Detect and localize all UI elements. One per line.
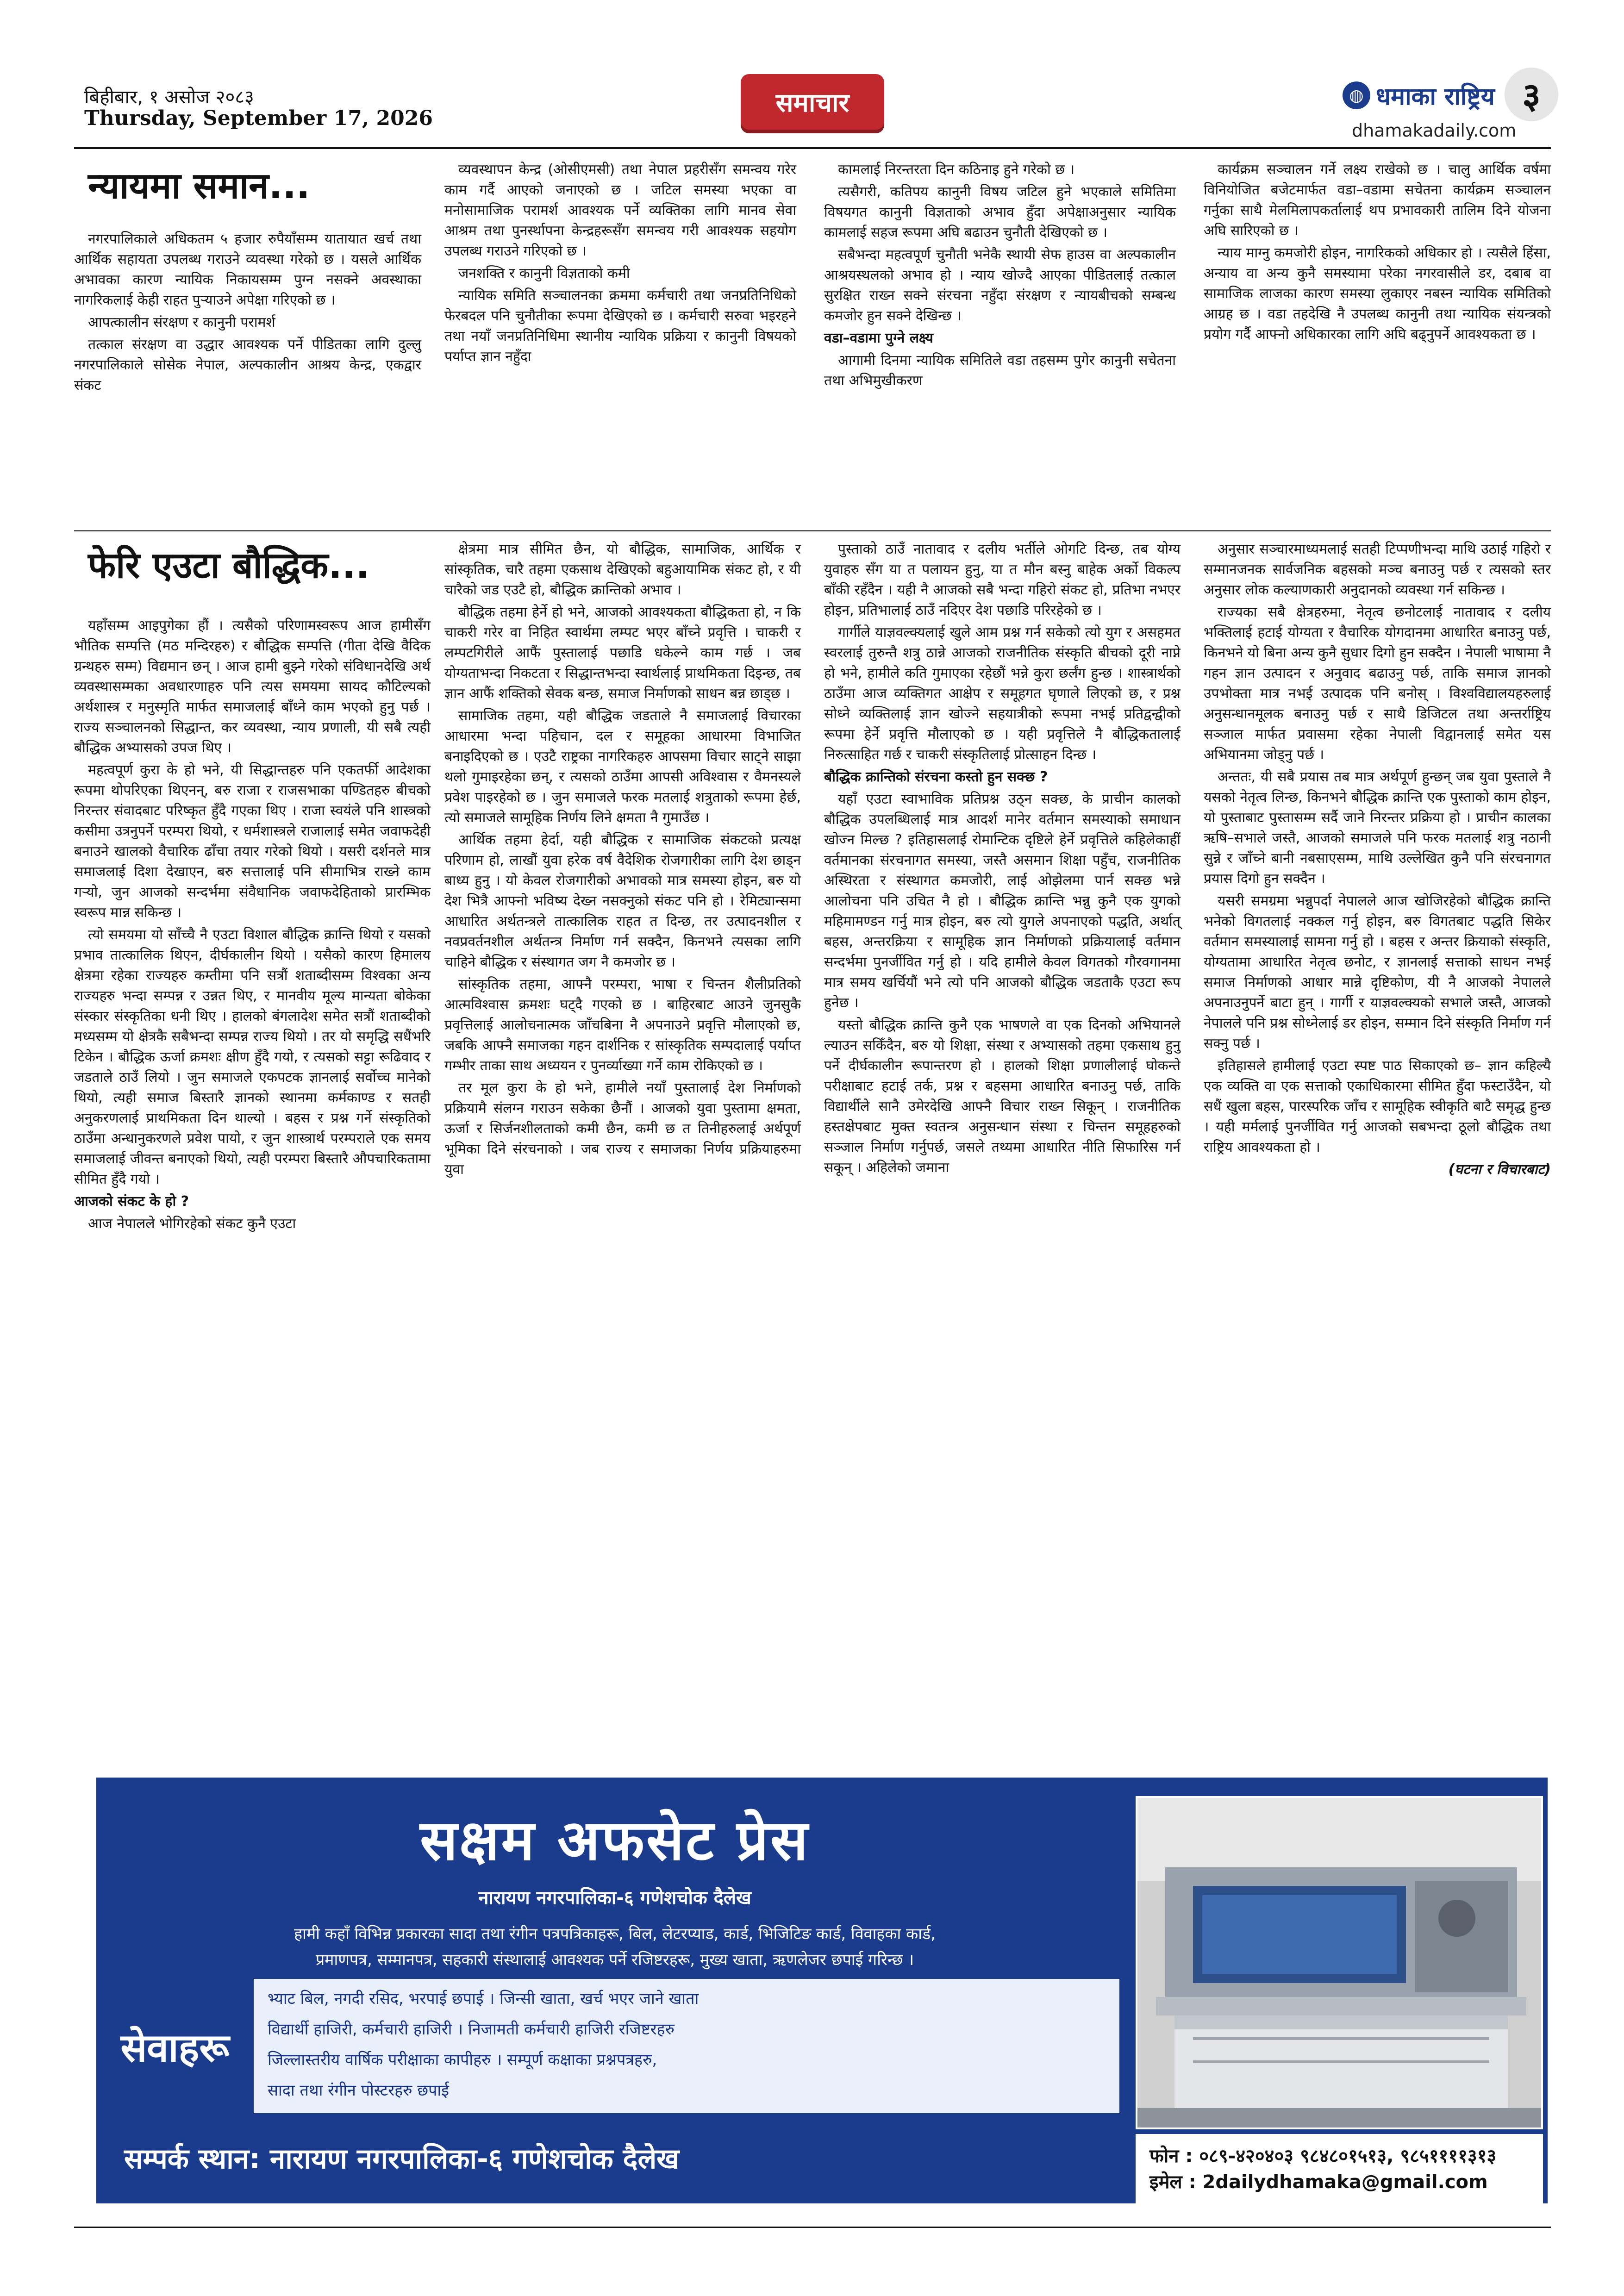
- paragraph: आज नेपालले भोगिरहेको संकट कुनै एउटा: [88, 1216, 296, 1232]
- paragraph: तर मूल कुरा के हो भने, हामीले नयाँ पुस्तालाई देश निर्माणको प्रक्रियामै संलग्न गराउन सकेका छैनौं । आजको युवा पुस्तामा क्षमता, ऊर्जा र सिर्जनशीलताको कमी छैन, कमी छ त तिनीहरुलाई अर्थपूर्ण भूमिका दिने संरचनाको । जब राज्य र समाजका निर्णय प्रक्रियाहरुमा युवा: [444, 1080, 801, 1178]
- ad-offer-line: प्रमाणपत्र, सम्मानपत्र, सहकारी संस्थालाई आवश्यक पर्ने रजिष्टरहरू, मुख्य खाता, ऋणलेजर छपाई गरिन्छ ।: [315, 1951, 914, 1969]
- article1-col1: [74, 229, 421, 398]
- paragraph: राज्यका सबै क्षेत्रहरुमा, नेतृत्व छनोटलाई नातावाद र दलीय भक्तिलाई हटाई योग्यता र वैचारिक योगदानमा आधारित बनाउनु पर्छ, किनभने यो बिना अन्य कुनै सुधार दिगो हुन सक्दैन । नेपाली भाषामा नै गहन ज्ञान उत्पादन र अनुवाद बढाउनु पर्छ, ताकि समाज ज्ञानको उपभोक्ता मात्र नभई उत्पादक पनि बनोस् । विश्वविद्यालयहरुलाई अनुसन्धानमूलक बनाउनु पर्छ र साथै डिजिटल तथा अन्तर्राष्ट्रिय सञ्जाल मार्फत प्रवासमा रहेका नेपाली विद्वानलाई समेत यस अभियानमा जोड्नु पर्छ ।: [1204, 604, 1551, 763]
- paragraph: नगरपालिकाले अधिकतम ५ हजार रुपैयाँसम्म यातायात खर्च तथा आर्थिक सहायता उपलब्ध गराउने व्यवस्था गरेको छ । यसले आर्थिक अभावका कारण न्यायिक निकायसम्म पुग्न नसक्ने अवस्थाका नागरिकलाई केही राहत पुऱ्याउने अपेक्षा गरिएको छ ।: [74, 231, 421, 308]
- service-item: जिल्लास्तरीय वार्षिक परीक्षाका कापीहरु । सम्पूर्ण कक्षाका प्रश्नपत्रहरु,: [268, 2051, 657, 2069]
- paragraph: सामाजिक तहमा, यही बौद्धिक जडताले नै समाजलाई विचारका आधारमा भन्दा पहिचान, दल र समूहका आधारमा विभाजित बनाइदिएको छ । एउटै राष्ट्रका नागरिकहरु आपसमा विचार साट्ने साझा थलो गुमाइरहेका छन्, र त्यसको ठाउँमा आपसी अविश्वास र वैमनस्यले प्रवेश पाइरहेको छ । जुन समाजले फरक मतलाई शत्रुताको रूपमा हेर्छ, त्यो समाजले सामूहिक निर्णय लिने क्षमता नै गुमाउँछ ।: [444, 708, 801, 826]
- brand-logo: [1343, 77, 1495, 114]
- paragraph: सबैभन्दा महत्वपूर्ण चुनौती भनेकै स्थायी सेफ हाउस वा अल्पकालीन आश्रयस्थलको अभाव हो । न्याय खोज्दै आएका पीडितलाई तत्काल सुरक्षित राख्न सक्ने संरचना नहुँदा संरक्षण र न्यायबीचको सम्बन्ध कमजोर हुन सक्ने देखिन्छ ।: [824, 247, 1176, 324]
- paragraph: आर्थिक तहमा हेर्दा, यही बौद्धिक र सामाजिक संकटको प्रत्यक्ष परिणाम हो, लाखौं युवा हरेक वर्ष वैदेशिक रोजगारीका लागि देश छाड्न बाध्य हुनु । यो केवल रोजगारीको अभावको मात्र समस्या होइन, बरु यो देश भित्रै आफ्नो भविष्य देख्न नसक्नुको संकट पनि हो । रेमिट्यान्समा आधारित अर्थतन्त्रले तात्कालिक राहत त दिन्छ, तर उत्पादनशील र नवप्रवर्तनशील अर्थतन्त्र निर्माण गर्न सक्दैन, किनभने त्यसका लागि चाहिने बौद्धिक र संस्थागत जग नै कमजोर छ ।: [444, 832, 801, 970]
- brand-name: धमाका राष्ट्रिय: [1376, 82, 1495, 111]
- paragraph: क्षेत्रमा मात्र सीमित छैन, यो बौद्धिक, सामाजिक, आर्थिक र सांस्कृतिक, चारै तहमा एकसाथ देखिएको बहुआयामिक संकट हो, र यी चारैको जड एउटै हो, बौद्धिक क्रान्तिको अभाव ।: [444, 541, 801, 598]
- article1-col4: [1204, 160, 1551, 347]
- article2-col3: [824, 539, 1181, 1180]
- paragraph: तत्काल संरक्षण वा उद्धार आवश्यक पर्ने पीडितका लागि दुल्लु नगरपालिकाले सोसेक नेपाल, अल्पकालीन आश्रय केन्द्र, एकद्वार संकट: [74, 337, 421, 393]
- paragraph: यसरी समग्रमा भन्नुपर्दा नेपालले आज खोजिरहेको बौद्धिक क्रान्ति भनेको विगतलाई नक्कल गर्नु होइन, बरु विगतबाट पद्धति सिकेर वर्तमान समस्यालाई सामना गर्नु हो । बहस र अन्तर क्रियाको संस्कृति, योग्यतामा आधारित नेतृत्व छनोट, र ज्ञानलाई सत्ताको साधन नभई समाज निर्माणको आधार मान्ने दृष्टिकोण, यी नै आजको नेपालले अपनाउनुपर्ने बाटा हुन् । गार्गी र याज्ञवल्क्यको सभाले जस्तै, आजको नेपालले पनि प्रश्न सोध्नेलाई डर होइन, सम्मान दिने संस्कृति निर्माण गर्न सक्नु पर्छ ।: [1204, 893, 1551, 1052]
- printing-press-illustration: [1137, 1798, 1541, 2128]
- ad-email: इमेल : 2dailydhamaka@gmail.com: [1149, 2171, 1488, 2193]
- paragraph: त्यो समयमा यो साँच्चै नै एउटा विशाल बौद्धिक क्रान्ति थियो र यसको प्रभाव तात्कालिक थिएन, दीर्घकालीन थियो । यसैको कारण हिमालय क्षेत्रमा रहेका राज्यहरु कम्तीमा पनि सत्रौं शताब्दीसम्म विश्वका अन्य राज्यहरु भन्दा सम्पन्न र उन्नत थिए, र मानवीय मूल्य मान्यता बोकेका संस्कार संस्कृतिका धनी थिए । हालको बंगलादेश समेत सत्रौं शताब्दीको मध्यसम्म यो क्षेत्रकै सबैभन्दा सम्पन्न राज्य थियो । तर यो समृद्धि सधैंभरि टिकेन । बौद्धिक ऊर्जा क्रमशः क्षीण हुँदै गयो, र त्यसको सट्टा रूढिवाद र जडताले ठाउँ लियो । जुन समाजले एकपटक ज्ञानलाई सर्वोच्च मानेको थियो, त्यही समाज बिस्तारै ज्ञानको स्थानमा कर्मकाण्ड र सतही अनुकरणलाई प्राथमिकता दिन थाल्यो । बहस र प्रश्न गर्ने संस्कृतिको ठाउँमा अन्धानुकरणले प्रवेश पायो, र जुन शास्त्रार्थ परम्पराले एक समय समाजलाई जीवन्त बनाएको थियो, त्यही परम्परा बिस्तारै औपचारिकतामा सीमित हुँदै गयो ।: [74, 927, 431, 1187]
- globe-icon: ◍: [1343, 81, 1370, 109]
- paragraph: सांस्कृतिक तहमा, आफ्नै परम्परा, भाषा र चिन्तन शैलीप्रतिको आत्मविश्वास क्रमशः घट्दै गएको छ । बाहिरबाट आउने जुनसुकै प्रवृत्तिलाई आलोचनात्मक जाँचबिना नै अपनाउने प्रवृत्ति मौलाएको छ, जबकि आफ्नै समाजका गहन दार्शनिक र सांस्कृतिक सम्पदालाई पर्याप्त गम्भीर ताका साथ अध्ययन र पुनर्व्याख्या गर्ने काम रोकिएको छ ।: [444, 976, 801, 1074]
- page-number: ३: [1505, 68, 1558, 121]
- paragraph: बौद्धिक तहमा हेर्ने हो भने, आजको आवश्यकता बौद्धिकता हो, न कि चाकरी गरेर वा निहित स्वार्थमा लम्पट भएर बाँच्ने प्रवृत्ति । चाकरी र लम्पटगिरीले आफैं पुस्तालाई पछाडि धकेल्ने काम गर्छ । जब योग्यताभन्दा निकटता र सिद्धान्तभन्दा स्वार्थलाई प्राथमिकता दिइन्छ, तब ज्ञान आफैं शक्तिको सेवक बन्छ, समाज निर्माणको साधन बन्न छाड्छ ।: [444, 604, 801, 702]
- paragraph: इतिहासले हामीलाई एउटा स्पष्ट पाठ सिकाएको छ– ज्ञान कहिल्यै एक व्यक्ति वा एक सत्ताको एकाधिकारमा सीमित हुँदा फस्टाउँदैन, यो सधैं खुला बहस, पारस्परिक जाँच र सामूहिक स्वीकृति बाटै समृद्ध हुन्छ । यही मर्मलाई पुनर्जीवित गर्नु आजको सबभन्दा ठूलो बौद्धिक तथा राष्ट्रिय आवश्यकता हो ।: [1204, 1058, 1551, 1155]
- paragraph: त्यसैगरी, कतिपय कानुनी विषय जटिल हुने भएकाले समितिमा विषयगत कानुनी विज्ञताको अभाव हुँदा अपेक्षाअनुसार न्यायिक कामलाई सहज रूपमा अघि बढाउन चुनौती देखिएको छ ।: [824, 184, 1176, 241]
- paragraph: अनुसार सञ्चारमाध्यमलाई सतही टिप्पणीभन्दा माथि उठाई गहिरो र सम्मानजनक सार्वजनिक बहसको मञ्च बनाउनु पर्छ र त्यसको स्तर अनुसार लोक कल्याणकारी अनुदानको व्यवस्था गर्न सकिन्छ ।: [1204, 541, 1551, 598]
- paragraph: जनशक्ति र कानुनी विज्ञताको कमी: [458, 265, 630, 281]
- article2-col4: [1204, 539, 1551, 1182]
- date-english: Thursday, September 17, 2026: [84, 106, 433, 130]
- ad-offer-line: हामी कहाँ विभिन्न प्रकारका सादा तथा रंगीन पत्रपत्रिकाहरू, बिल, लेटरप्याड, कार्ड, भिजिटिङ कार्ड, विवाहका कार्ड,: [294, 1925, 936, 1943]
- paragraph: कामलाई निरन्तरता दिन कठिनाइ हुने गरेको छ ।: [838, 162, 1075, 178]
- paragraph: न्यायिक समिति सञ्चालनका क्रममा कर्मचारी तथा जनप्रतिनिधिको फेरबदल पनि चुनौतीका रूपमा देखिएको छ । कर्मचारी सरुवा भइरहने तथा नयाँ जनप्रतिनिधिमा स्थानीय न्यायिक प्रक्रिया र कानुनी विषयको पर्याप्त ज्ञान नहुँदा: [444, 287, 796, 365]
- subheading: वडा–वडामा पुग्ने लक्ष्य: [824, 330, 933, 346]
- article2-headline: फेरि एउटा बौद्धिक...: [88, 545, 370, 586]
- article2-col1: [74, 616, 431, 1236]
- article1-col3: [824, 160, 1176, 393]
- ad-contact-details: [1136, 2134, 1543, 2203]
- paragraph: महत्वपूर्ण कुरा के हो भने, यी सिद्धान्तहरु पनि एकतर्फी आदेशका रूपमा थोपरिएका थिएनन्, बरु राजा र राजसभाका पण्डितहरु बीचको निरन्तर संवादबाट परिष्कृत हुँदै गएका थिए । राजा स्वयंले पनि शास्त्रको कसीमा उत्रनुपर्ने परम्परा थियो, र धर्मशास्त्रले राजालाई समेत जवाफदेही बनाउने खालको वैचारिक ढाँचा तयार गरेको थियो । यसरी दर्शनले मात्र समाजलाई दिशा देखाएन, बरु सत्तालाई पनि सीमाभित्र राख्ने काम गऱ्यो, जुन आजको सन्दर्भमा संवैधानिक जवाफदेहिताको प्रारम्भिक स्वरूप मान्न सकिन्छ ।: [74, 762, 431, 921]
- subheading: बौद्धिक क्रान्तिको संरचना कस्तो हुन सक्छ ?: [824, 769, 1048, 785]
- paragraph: पुस्ताको ठाउँ नातावाद र दलीय भर्तीले ओगटि दिन्छ, तब योग्य युवाहरु सँग या त पलायन हुनु, या त मौन बस्नु बाहेक अर्को विकल्प बाँकी रहँदैन । यही नै आजको सबै भन्दा गहिरो संकट हो, प्रतिभा नभएर होइन, प्रतिभालाई ठाउँ नदिएर देश पछाडि परिरहेको छ ।: [824, 541, 1181, 618]
- ad-address: नारायण नगरपालिका-६ गणेशचोक दैलेख: [478, 1887, 751, 1909]
- section-badge: समाचार: [741, 74, 884, 130]
- paragraph: व्यवस्थापन केन्द्र (ओसीएमसी) तथा नेपाल प्रहरीसँग समन्वय गरेर काम गर्दै आएको जनाएको छ । जटिल समस्या भएका वा मनोसामाजिक परामर्श आवश्यक पर्ने व्यक्तिका लागि मानव सेवा आश्रम तथा पुनर्स्थापना केन्द्रहरूसँग समन्वय गरी आवश्यक सहयोग उपलब्ध गराउने गरिएको छ ।: [444, 162, 796, 259]
- article-source: (घटना र विचारबाट): [1448, 1161, 1551, 1178]
- paragraph: न्याय माग्नु कमजोरी होइन, नागरिकको अधिकार हो । त्यसैले हिंसा, अन्याय वा अन्य कुनै समस्यामा परेका नगरवासीले डर, दबाब वा सामाजिक लाजका कारण समस्या लुकाएर नबस्न न्यायिक समितिको आग्रह छ । वडा तहदेखि नै उपलब्ध कानुनी तथा न्यायिक संयन्त्रको प्रयोग गर्दै आफ्नो अधिकारका लागि अघि बढ्नुपर्ने आवश्यकता छ ।: [1204, 245, 1551, 343]
- ad-offer: [124, 1921, 1106, 1973]
- press-advertisement: [96, 1778, 1548, 2203]
- paragraph: आगामी दिनमा न्यायिक समितिले वडा तहसम्म पुगेर कानुनी सचेतना तथा अभिमुखीकरण: [824, 352, 1176, 389]
- paragraph: गार्गीले याज्ञवल्क्यलाई खुले आम प्रश्न गर्न सकेको त्यो युग र असहमत स्वरलाई तुरुन्तै शत्रु ठान्ने आजको राजनीतिक संस्कृति बीचको दूरी नाप्ने हो भने, हामीले कति गुमाएका रहेछौं भन्ने कुरा छर्लंग हुन्छ । शास्त्रार्थको ठाउँमा आज व्यक्तिगत आक्षेप र समूहगत घृणाले लिएको छ, र प्रश्न सोध्ने व्यक्तिलाई ज्ञान खोज्ने सहयात्रीको रूपमा नभई प्रतिद्वन्द्वीको रूपमा हेर्ने प्रवृत्ति मौलाएको छ । यही प्रवृत्तिले नै बौद्धिकतालाई निरुत्साहित गर्छ र चाकरी संस्कृतिलाई प्रोत्साहन दिन्छ ।: [824, 624, 1181, 763]
- date-nepali: बिहीबार, १ असोज २०८३: [84, 87, 254, 108]
- paragraph: आपत्कालीन संरक्षण र कानुनी परामर्श: [88, 314, 275, 331]
- services-panel: [96, 1979, 1119, 2113]
- masthead: [74, 60, 1551, 153]
- article-divider: [74, 530, 1551, 531]
- ad-contact: सम्पर्क स्थान: नारायण नगरपालिका-६ गणेशचोक दैलेख: [124, 2143, 680, 2175]
- brand-url: dhamakadaily.com: [1352, 120, 1517, 141]
- footer-divider: [74, 2227, 1551, 2228]
- paragraph: अन्ततः, यी सबै प्रयास तब मात्र अर्थपूर्ण हुन्छन् जब युवा पुस्ताले नै यसको नेतृत्व लिन्छ, किनभने बौद्धिक क्रान्ति एक पुस्ताको काम होइन, यो पुस्ताबाट पुस्तासम्म सर्दै जाने निरन्तर प्रक्रिया हो । प्राचीन कालका ऋषि–सभाले जस्तै, आजको समाजले पनि फरक मतलाई शत्रु नठानी सुन्ने र जाँच्ने बानी नबसाएसम्म, माथि उल्लेखित कुनै पनि संरचनागत प्रयास दिगो हुन सक्दैन ।: [1204, 769, 1551, 887]
- ad-title: सक्षम अफसेट प्रेस: [420, 1809, 810, 1873]
- article1-headline: न्यायमा समान...: [88, 165, 310, 207]
- article2-col2: [444, 539, 801, 1182]
- services-list: [268, 1984, 699, 2106]
- header-divider: [74, 147, 1551, 149]
- paragraph: यस्तो बौद्धिक क्रान्ति कुनै एक भाषणले वा एक दिनको अभियानले ल्याउन सकिँदैन, बरु यो शिक्षा, संस्था र अभ्यासको तहमा एकसाथ हुनु पर्ने दीर्घकालीन रूपान्तरण हो । हालको शिक्षा प्रणालीलाई घोकन्ते परीक्षाबाट हटाई तर्क, प्रश्न र बहसमा आधारित बनाउनु पर्छ, ताकि विद्यार्थीले सानै उमेरदेखि आफ्नै विचार राख्न सिकून् । राजनीतिक हस्तक्षेपबाट मुक्त स्वतन्त्र अनुसन्धान संस्था र चिन्तन समूहहरुको सञ्जाल निर्माण गर्नुपर्छ, जसले तथ्यमा आधारित नीति सिफारिस गर्न सकून् । अहिलेको जमाना: [824, 1017, 1181, 1176]
- paragraph: यहाँसम्म आइपुगेका हौं । त्यसैको परिणामस्वरूप आज हामीसँग भौतिक सम्पत्ति (मठ मन्दिरहरु) र बौद्धिक सम्पत्ति (गीता देखि वैदिक ग्रन्थहरु सम्म) विद्यमान छन् । आज हामी बुझ्ने गरेको संविधानदेखि अर्थ व्यवस्थासम्मका अवधारणाहरु पनि त्यस समयमा सायद कौटिल्यको अर्थशास्त्र र मनुस्मृति मार्फत समाजलाई बाँध्ने काम भएको हुनु पर्छ । राज्य सञ्चालनको सिद्धान्त, कर व्यवस्था, न्याय प्रणाली, यी सबै त्यही बौद्धिक अभ्यासको उपज थिए ।: [74, 618, 431, 756]
- paragraph: कार्यक्रम सञ्चालन गर्ने लक्ष्य राखेको छ । चालु आर्थिक वर्षमा विनियोजित बजेटमार्फत वडा–वडामा सचेतना कार्यक्रम सञ्चालन गर्नुका साथै मेलमिलापकर्तालाई थप प्रभावकारी तालिम दिने योजना अघि सारिएको छ ।: [1204, 162, 1551, 239]
- service-item: भ्याट बिल, नगदी रसिद, भरपाई छपाई । जिन्सी खाता, खर्च भएर जाने खाता: [268, 1990, 699, 2008]
- paragraph: यहाँ एउटा स्वाभाविक प्रतिप्रश्न उठ्न सक्छ, के प्राचीन कालको बौद्धिक उपलब्धिलाई मात्र आदर्श मानेर वर्तमान समस्याको समाधान खोज्न मिल्छ ? इतिहासलाई रोमान्टिक दृष्टिले हेर्ने प्रवृत्तिले कहिलेकाहीं वर्तमानका संरचनागत समस्या, जस्तै असमान शिक्षा पहुँच, राजनीतिक अस्थिरता र संस्थागत कमजोरी, लाई ओझेलमा पार्न सक्छ भन्ने आलोचना पनि उचित नै हो । बौद्धिक क्रान्ति भन्नु कुनै एक युगको महिमामण्डन गर्नु मात्र होइन, बरु त्यो युगले अपनाएको पद्धति, अर्थात् बहस, अन्तरक्रिया र सामूहिक ज्ञान निर्माणको प्रक्रियालाई वर्तमान सन्दर्भमा पुनर्जीवित गर्नु हो । यदि हामीले केवल विगतको गौरवगानमा मात्र समय खर्चियौं भने त्यो पनि आजको बौद्धिक जडताकै एउटा रूप हुनेछ ।: [824, 791, 1181, 1011]
- ad-phone: फोन : ०८९-४२०४०३ ९८४८०१५१३, ९८५११११३१३: [1149, 2146, 1497, 2167]
- subheading: आजको संकट के हो ?: [74, 1193, 189, 1210]
- service-item: विद्यार्थी हाजिरी, कर्मचारी हाजिरी । निजामती कर्मचारी हाजिरी रजिष्टरहरु: [268, 2020, 675, 2039]
- service-item: सादा तथा रंगीन पोस्टरहरु छपाई: [268, 2081, 449, 2100]
- printing-press-photo: [1136, 1796, 1543, 2129]
- services-label: सेवाहरू: [96, 1979, 254, 2113]
- article1-col2: [444, 160, 796, 369]
